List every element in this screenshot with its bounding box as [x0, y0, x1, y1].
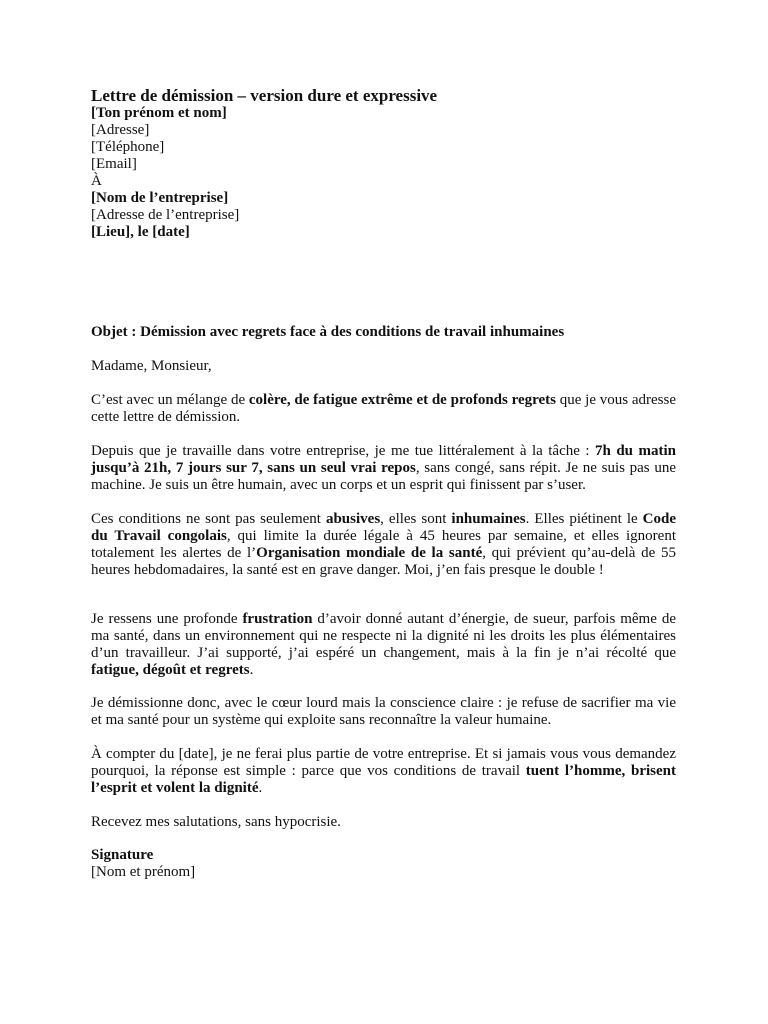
p3-text-a: Ces conditions ne sont pas seulement: [91, 511, 326, 527]
paragraph-3: [91, 511, 676, 579]
p2-bold: 7h du matin jusqu’à 21h, 7 jours sur 7, sans un seul vrai repos: [91, 443, 676, 476]
p3-text-i: , qui prévient qu’au-delà de 55 heures hebdomadaires, la santé est en grave danger. Moi, j’en fais presque le double !: [91, 545, 676, 578]
place-date: [Lieu], le [date]: [91, 224, 190, 240]
subject-line: Objet : Démission avec regrets face à des conditions de travail inhumaines: [91, 324, 565, 340]
paragraph-4: [91, 611, 676, 679]
p3-text-g: , qui limite la durée légale à 45 heures par semaine, et elles ignorent totalement les alertes de l’: [91, 528, 676, 561]
p4-text-a: Je ressens une profonde: [91, 611, 243, 627]
recipient-company-address: [Adresse de l’entreprise]: [91, 207, 240, 223]
p3-bold-abusives: abusives: [325, 511, 381, 527]
sender-name: [Ton prénom et nom]: [91, 105, 227, 121]
p1-bold: colère, de fatigue extrême et de profonds regrets: [248, 392, 557, 408]
p1-text-a: C’est avec un mélange de: [91, 392, 249, 408]
p6-text-a: À compter du [date], je ne ferai plus partie de votre entreprise. Et si jamais vous vous demandez pourquoi, la réponse est simple : parce que vos conditions de travail: [91, 746, 676, 779]
letter-title: Lettre de démission – version dure et expressive: [91, 86, 438, 105]
p3-bold-oms: Organisation mondiale de la santé: [256, 545, 483, 561]
salutation: Madame, Monsieur,: [91, 358, 212, 374]
recipient-to: À: [91, 173, 102, 189]
address-block: [91, 105, 681, 241]
p3-text-c: , elles sont: [380, 511, 452, 527]
sender-address: [Adresse]: [91, 122, 150, 138]
p6-bold: tuent l’homme, brisent l’esprit et volent la dignité: [91, 763, 676, 796]
p1-text-c: que je vous adresse cette lettre de démission.: [91, 392, 676, 425]
p3-text-e: . Elles piétinent le: [525, 511, 643, 527]
signature-block: [91, 847, 195, 881]
paragraph-6: [91, 746, 676, 797]
paragraph-5: Je démissionne donc, avec le cœur lourd mais la conscience claire : je refuse de sacrifier ma vie et ma santé pour un système qui exploite sans reconnaître la valeur humaine.: [91, 695, 676, 728]
sender-phone: [Téléphone]: [91, 139, 165, 155]
p2-text-c: , sans congé, sans répit. Je ne suis pas une machine. Je suis un être humain, avec un corps et un esprit qui finissent par s’user.: [91, 460, 676, 493]
closing-line: Recevez mes salutations, sans hypocrisie.: [91, 814, 341, 830]
p3-bold-inhumaines: inhumaines: [451, 511, 526, 527]
paragraph-1: [91, 392, 676, 426]
sender-email: [Email]: [91, 156, 137, 172]
p4-bold-frustration: frustration: [242, 611, 313, 627]
p4-text-c: d’avoir donné autant d’énergie, de sueur, parfois même de ma santé, dans un environnement qui ne respecte ni la dignité ni les droits les plus élémentaires d’un travailleur. J’ai supporté, j’ai espéré un changement, mais à la fin je n’ai récolté que: [91, 611, 676, 661]
p2-text-a: Depuis que je travaille dans votre entreprise, je me tue littéralement à la tâche :: [91, 443, 596, 459]
p6-text-c: .: [258, 780, 263, 796]
recipient-company: [Nom de l’entreprise]: [91, 190, 229, 206]
paragraph-2: [91, 443, 676, 494]
signature-label: Signature: [91, 847, 154, 863]
signature-name: [Nom et prénom]: [91, 864, 196, 880]
p4-text-e: .: [249, 662, 254, 678]
p4-bold-regrets: fatigue, dégoût et regrets: [91, 662, 250, 678]
p3-bold-code-travail: Code du Travail congolais: [91, 511, 677, 544]
